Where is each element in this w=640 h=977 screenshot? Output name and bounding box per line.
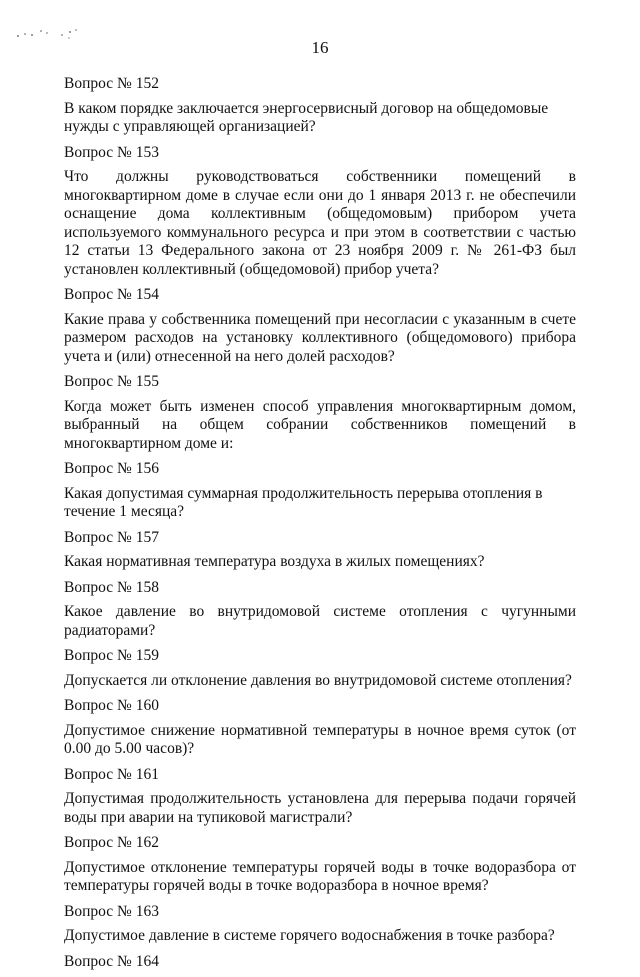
question-text: Какая допустимая суммарная продолжительность перерыва отопления в течение 1 месяца? (64, 484, 543, 520)
question-label: Вопрос № 154 (64, 286, 159, 303)
question-label: Вопрос № 162 (64, 834, 159, 851)
question-label: Вопрос № 153 (64, 143, 159, 161)
question-label: Вопрос № 164 (64, 952, 159, 970)
question-text: В каком порядке заключается энергосервисный договор на общедомовые нужды с управляющей организацией? (64, 99, 549, 135)
question-text: Допускается ли отклонение давления во внутридомовой системе отопления? (64, 671, 572, 689)
question-label: Вопрос № 157 (64, 528, 159, 546)
question-text: Какая нормативная температура воздуха в жилых помещениях? (64, 553, 485, 570)
question-text: Какие права у собственника помещений при несогласии с указанным в счете размером расходов на установку коллективного (общедомового) прибора учета и (или) отнесенной на него долей расходов? (64, 310, 576, 365)
question-label: Вопрос № 156 (64, 460, 159, 477)
question-153 (64, 144, 576, 280)
question-label: Вопрос № 163 (64, 902, 159, 920)
question-155 (64, 373, 576, 453)
question-label: Вопрос № 158 (64, 578, 159, 596)
question-text: Допустимое давление в системе горячего водоснабжения в точке разбора? (64, 927, 555, 944)
questions-list (64, 75, 576, 977)
question-label: Вопрос № 155 (64, 373, 159, 390)
question-label: Вопрос № 159 (64, 647, 159, 664)
question-label: Вопрос № 160 (64, 697, 159, 714)
question-text: Что должны руководствоваться собственники помещений в многоквартирном доме в случае если они до 1 января 2013 г. не обеспечили оснащение дома коллективным (общедомовым) прибором учета используемого коммунального ресурса и при этом в соответствии с частью 12 статьи 13 Федерального закона от 23 ноября 2009 г. № 261-ФЗ был установлен коллективный (общедомовой) прибор учета? (64, 168, 576, 278)
question-154 (64, 286, 576, 366)
question-163 (64, 903, 576, 946)
question-text: Допустимое снижение нормативной температуры в ночное время суток (от 0.00 до 5.00 часов)? (64, 721, 576, 757)
question-label: Вопрос № 161 (64, 765, 159, 783)
question-158 (64, 579, 576, 641)
question-label: Вопрос № 152 (64, 75, 159, 92)
question-162 (64, 834, 576, 896)
question-161 (64, 766, 576, 828)
question-164 (64, 953, 576, 972)
question-text: Допустимая продолжительность установлена для перерыва подачи горячей воды при аварии на тупиковой магистрали? (64, 790, 576, 826)
question-160 (64, 697, 576, 759)
question-152 (64, 75, 576, 137)
question-text: Какое давление во внутридомовой системе отопления с чугунными радиаторами? (64, 603, 576, 639)
question-text: Допустимое отклонение температуры горячей воды в точке водоразбора от температуры горячей воды в точке водоразбора в ночное время? (64, 858, 576, 894)
question-159 (64, 647, 576, 690)
question-156 (64, 460, 576, 522)
question-text: Когда может быть изменен способ управления многоквартирным домом, выбранный на общем собрании собственников помещений в многоквартирном доме и: (64, 397, 576, 452)
question-157 (64, 529, 576, 572)
page-number: 16 (311, 38, 329, 57)
